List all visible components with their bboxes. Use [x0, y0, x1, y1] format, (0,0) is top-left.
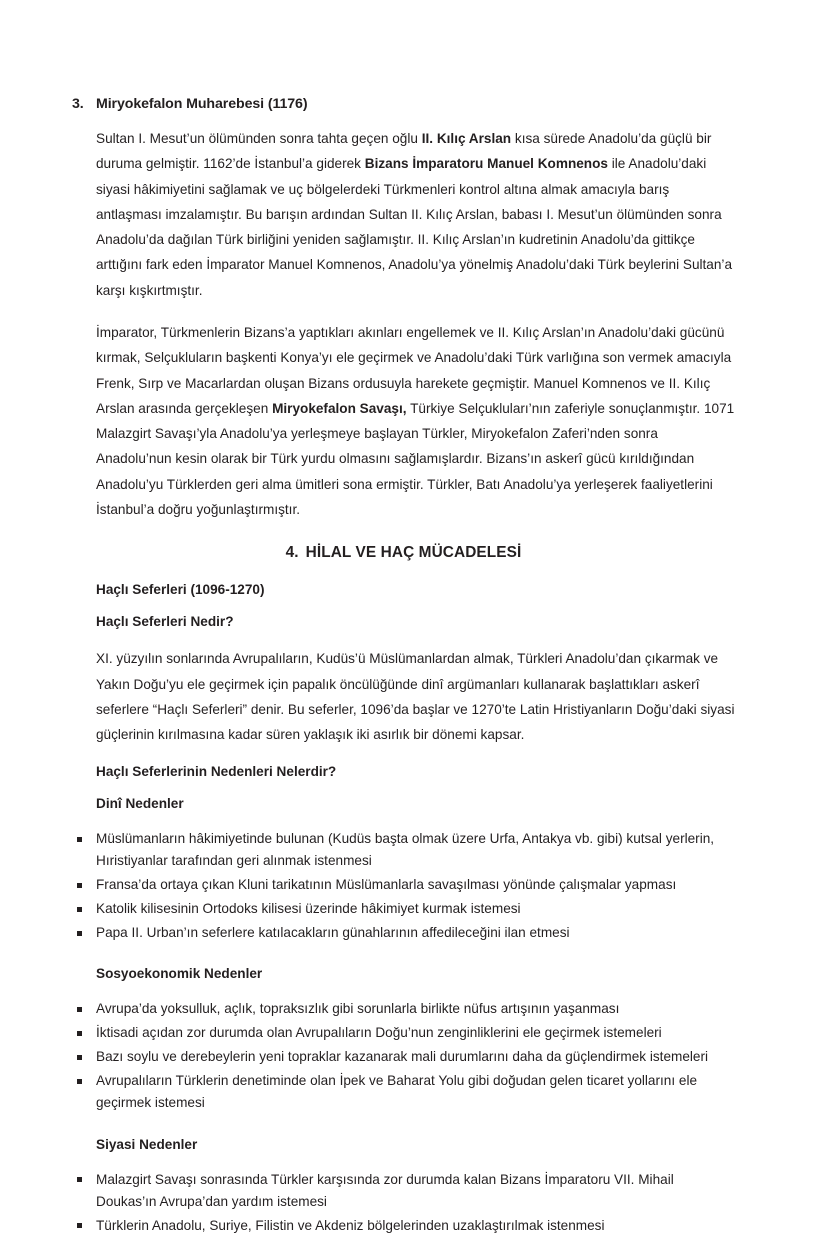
subheading-crusades-title: Haçlı Seferleri (1096-1270) — [96, 582, 265, 598]
list-item — [72, 922, 735, 944]
main-heading-number: 4. — [285, 544, 299, 562]
list-item — [72, 1070, 735, 1114]
list-item — [72, 998, 735, 1020]
section-heading-3 — [72, 96, 735, 112]
list-item — [72, 1046, 735, 1068]
subheading-reasons-question: Haçlı Seferlerinin Nedenleri Nelerdir? — [96, 764, 337, 780]
bullet-square-icon — [77, 883, 82, 888]
list-item-text: Türklerin Anadolu, Suriye, Filistin ve Akdeniz bölgelerinden uzaklaştırılmak istenmesi — [96, 1217, 605, 1233]
list-item-text: Fransa’da ortaya çıkan Kluni tarikatının Müslümanlarla savaşılması yönünde çalışmalar yapması — [96, 877, 677, 893]
list-item — [72, 898, 735, 920]
paragraph-2-text-2: Türkiye Selçukluları’nın zaferiyle sonuçlanmıştır. 1071 Malazgirt Savaşı’yla Anadolu’ya yerleşmeye başlayan Türkler, Miryokefalon Zaferi’nden sonra Anadolu’nun kesin olarak bir Türk yurdu olmasını sağlamışlardır. Bizans’ın askerî gücü kırıldığından Anadolu’yu Türklerden geri alma ümitleri sona ermiştir. Türkler, Batı Anadolu’ya yerleşerek faaliyetlerini İstanbul’a doğru yoğunlaştırmıştır. — [96, 400, 735, 517]
list-item — [72, 828, 735, 872]
paragraph-1-text-2: kısa sürede Anadolu’da güçlü bir duruma gelmiştir. 1162’de İstanbul’a giderek — [96, 131, 712, 172]
section-title: Miryokefalon Muharebesi (1176) — [96, 96, 308, 112]
bullet-square-icon — [77, 931, 82, 936]
list-socioeconomic-reasons — [72, 998, 735, 1114]
bullet-square-icon — [77, 1007, 82, 1012]
subheading-socioeconomic-reasons: Sosyoekonomik Nedenler — [96, 966, 263, 982]
list-item — [72, 874, 735, 896]
list-item-text: Malazgirt Savaşı sonrasında Türkler karşısında zor durumda kalan Bizans İmparatoru VII. Mihail Doukas’ın Avrupa’dan yardım istemesi — [96, 1171, 674, 1209]
list-religious-reasons — [72, 828, 735, 944]
paragraph-crusades-definition: XI. yüzyılın sonlarında Avrupalıların, Kudüs’ü Müslümanlardan almak, Türkleri Anadolu’dan çıkarmak ve Yakın Doğu’yu ele geçirmek için papalık öncülüğünde dinî argümanları kullanarak başlattıkları askerî seferlere “Haçlı Seferleri” denir. Bu seferler, 1096’da başlar ve 1270’te Latin Hristiyanların Doğu’daki siyasi güçlerinin kırılmasına kadar süren yaklaşık iki asırlık bir dönemi kapsar. — [96, 651, 735, 743]
list-item-text: Katolik kilisesinin Ortodoks kilisesi üzerinde hâkimiyet kurmak istemesi — [96, 901, 521, 917]
list-item — [72, 1022, 735, 1044]
list-item-text: Papa II. Urban’ın seferlere katılacakların günahlarının affedileceğini ilan etmesi — [96, 925, 570, 941]
paragraph-1-bold-1: II. Kılıç Arslan — [421, 131, 512, 146]
bullet-square-icon — [77, 1079, 82, 1084]
bullet-square-icon — [77, 1223, 82, 1228]
paragraph-2-bold-1: Miryokefalon Savaşı, — [272, 400, 407, 416]
bullet-square-icon — [77, 1177, 82, 1182]
list-item-text: Avrupalıların Türklerin denetiminde olan İpek ve Baharat Yolu gibi doğudan gelen ticaret yollarını ele geçirmek istemesi — [96, 1073, 698, 1111]
subheading-what-are-crusades: Haçlı Seferleri Nedir? — [96, 614, 234, 630]
paragraph-1-text-1: Sultan I. Mesut’un ölümünden sonra tahta geçen oğlu — [96, 131, 422, 146]
section-number: 3. — [72, 96, 84, 112]
list-item-text: Müslümanların hâkimiyetinde bulunan (Kudüs başta olmak üzere Urfa, Antakya vb. gibi) kutsal yerlerin, Hıristiyanlar tarafından geri alınmak istenmesi — [96, 831, 715, 869]
paragraph-miryokefalon-2 — [72, 320, 735, 522]
bullet-square-icon — [77, 907, 82, 912]
list-item-text: Bazı soylu ve derebeylerin yeni topraklar kazanarak mali durumlarını daha da güçlendirmek istemeleri — [96, 1049, 709, 1065]
bullet-square-icon — [77, 837, 82, 842]
list-political-reasons — [72, 1169, 735, 1237]
subheading-political-reasons: Siyasi Nedenler — [96, 1136, 198, 1152]
paragraph-miryokefalon-1 — [72, 126, 735, 303]
bullet-square-icon — [77, 1055, 82, 1060]
paragraph-2-text-1: İmparator, Türkmenlerin Bizans’a yaptıkları akınları engellemek ve II. Kılıç Arslan’ın Anadolu’daki gücünü kırmak, Selçukluların başkenti Konya’yı ele geçirmek ve Anadolu’daki Türk varlığına son vermek amacıyla Frenk, Sırp ve Macarlardan oluşan Bizans ordusuyla harekete geçmiştir. Manuel Komnenos ve II. Kılıç Arslan arasında gerçekleşen — [96, 324, 732, 416]
list-item-text: İktisadi açıdan zor durumda olan Avrupalıların Doğu’nun zenginliklerini ele geçirmek istemeleri — [96, 1025, 662, 1041]
bullet-square-icon — [77, 1031, 82, 1036]
paragraph-1-bold-2: Bizans İmparatoru Manuel Komnenos — [364, 156, 608, 172]
list-item — [72, 1215, 735, 1237]
main-heading-hilal-hac — [72, 544, 735, 562]
list-item-text: Avrupa’da yoksulluk, açlık, topraksızlık gibi sorunlarla birlikte nüfus artışının yaşanması — [96, 1001, 620, 1017]
subheading-religious-reasons: Dinî Nedenler — [96, 796, 184, 812]
paragraph-1-text-3: ile Anadolu’daki siyasi hâkimiyetini sağlamak ve uç bölgelerdeki Türkmenleri kontrol altına almak amacıyla barış antlaşması imzalamıştır. Bu barışın ardından Sultan II. Kılıç Arslan, babası I. Mesut’un ölümünden sonra Anadolu’da dağılan Türk birliğini yeniden sağlamıştır. II. Kılıç Arslan’ın kudretinin Anadolu’da gittikçe arttığını fark eden İmparator Manuel Komnenos, Anadolu’ya yönelmiş Anadolu’daki Türk beylerini Sultan’a karşı kışkırtmıştır. — [96, 156, 732, 298]
list-item — [72, 1169, 735, 1213]
main-heading-title: HİLAL VE HAÇ MÜCADELESİ — [305, 544, 522, 562]
